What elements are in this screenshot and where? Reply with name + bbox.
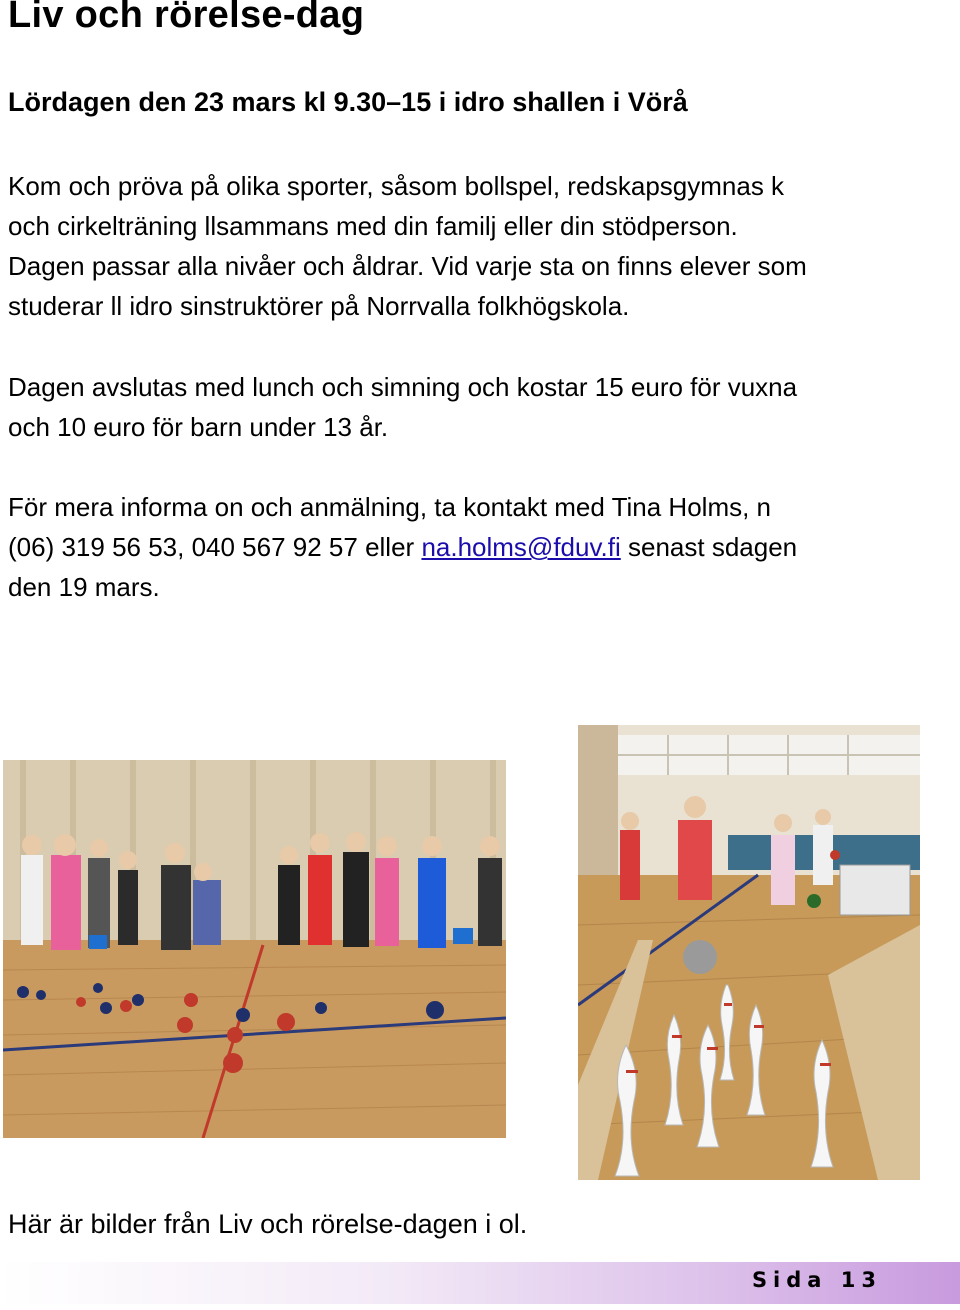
event-date: Lördagen den 23 mars kl 9.30–15 i idro shallen i Vörå — [8, 87, 688, 117]
text-line: Kom och pröva på olika sporter, såsom bollspel, redskapsgymnas k — [8, 171, 785, 201]
boccia-photo — [3, 760, 506, 1138]
contact-paragraph — [8, 487, 953, 607]
text-segment: (06) 319 56 53, 040 567 92 57 eller — [8, 532, 422, 562]
text-line: och 10 euro för barn under 13 år. — [8, 412, 389, 442]
text-line: studerar ll idro sinstruktörer på Norrvalla folkhögskola. — [8, 291, 630, 321]
text-line — [8, 527, 953, 567]
text-line: Dagen passar alla nivåer och åldrar. Vid varje sta on finns elever som — [8, 251, 807, 281]
page-title: Liv och rörelse-dag — [8, 0, 365, 36]
text-line: den 19 mars. — [8, 572, 160, 602]
bowling-photo — [578, 725, 920, 1180]
page-footer — [0, 1262, 960, 1304]
email-link[interactable]: na.holms@fduv.fi — [421, 532, 621, 562]
photo-caption: Här är bilder från Liv och rörelse-dagen i ol. — [8, 1209, 528, 1239]
page-number: Sida 13 — [751, 1268, 882, 1292]
text-line: och cirkelträning llsammans med din familj eller din stödperson. — [8, 211, 738, 241]
price-paragraph — [8, 367, 953, 447]
intro-paragraph — [8, 166, 953, 326]
text-segment: senast sdagen — [620, 532, 798, 562]
text-line: Dagen avslutas med lunch och simning och kostar 15 euro för vuxna — [8, 372, 798, 402]
text-line: För mera informa on och anmälning, ta kontakt med Tina Holms, n — [8, 492, 772, 522]
